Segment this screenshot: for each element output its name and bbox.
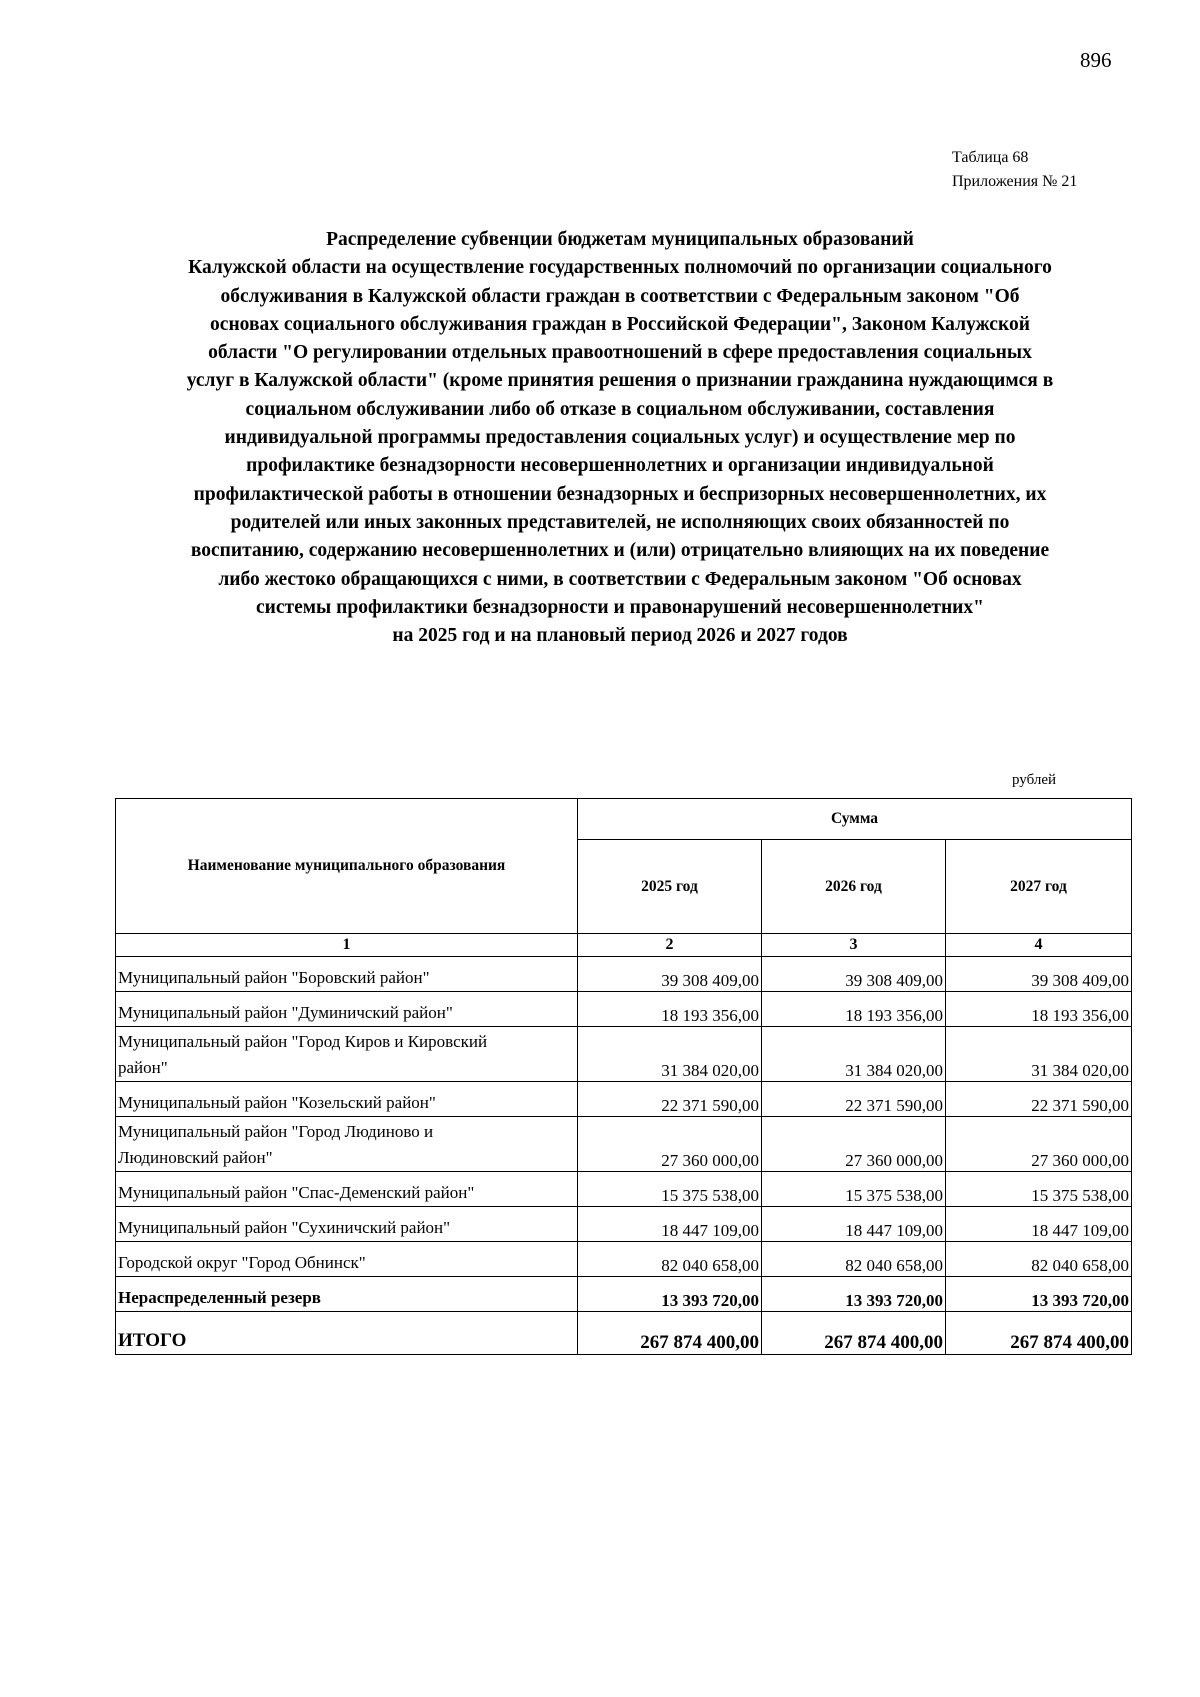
municipality-name bbox=[116, 1207, 578, 1242]
subvention-table bbox=[115, 798, 1132, 1355]
title-line: родителей или иных законных представителей, не исполняющих своих обязанностей по bbox=[230, 511, 1010, 533]
column-index: 3 bbox=[762, 934, 946, 957]
title-line: Распределение субвенции бюджетам муниципальных образований bbox=[326, 229, 914, 250]
value-2026: 22 371 590,00 bbox=[762, 1082, 946, 1117]
value-2026: 18 447 109,00 bbox=[762, 1207, 946, 1242]
value-2026: 15 375 538,00 bbox=[762, 1172, 946, 1207]
title-line: системы профилактики безнадзорности и правонарушений несовершеннолетних" bbox=[255, 596, 984, 618]
value-2027: 39 308 409,00 bbox=[946, 957, 1132, 992]
value-2026: 27 360 000,00 bbox=[762, 1117, 946, 1172]
value-2025: 31 384 020,00 bbox=[578, 1027, 762, 1082]
municipality-name bbox=[116, 1117, 578, 1172]
value-2027: 27 360 000,00 bbox=[946, 1117, 1132, 1172]
value-2025: 13 393 720,00 bbox=[578, 1277, 762, 1312]
municipality-name bbox=[116, 957, 578, 992]
value-2026: 13 393 720,00 bbox=[762, 1277, 946, 1312]
value-2025: 82 040 658,00 bbox=[578, 1242, 762, 1277]
municipality-name bbox=[116, 1027, 578, 1082]
total-row bbox=[116, 1312, 1132, 1355]
column-header-2025: 2025 год bbox=[578, 840, 762, 934]
value-2027: 18 447 109,00 bbox=[946, 1207, 1132, 1242]
name-line: Муниципальный район "Спас-Деменский район" bbox=[118, 1183, 475, 1202]
municipality-name bbox=[116, 992, 578, 1027]
municipality-name bbox=[116, 1242, 578, 1277]
value-2025: 18 193 356,00 bbox=[578, 992, 762, 1027]
table-row bbox=[116, 1242, 1132, 1277]
value-2027: 82 040 658,00 bbox=[946, 1242, 1132, 1277]
title-line: области "О регулировании отдельных правоотношений в сфере предоставления социальных bbox=[208, 342, 1032, 364]
table-row bbox=[116, 1172, 1132, 1207]
name-line: Муниципальный район "Сухиничский район" bbox=[118, 1218, 451, 1237]
column-index: 1 bbox=[116, 934, 578, 957]
value-2026: 267 874 400,00 bbox=[762, 1312, 946, 1355]
name-line: Людиновский район" bbox=[118, 1148, 273, 1167]
column-index-row bbox=[116, 934, 1132, 957]
reserve-row bbox=[116, 1277, 1132, 1312]
document-title bbox=[100, 226, 1140, 650]
title-line: либо жестоко обращающихся с ними, в соответствии с Федеральным законом "Об основах bbox=[218, 568, 1022, 590]
column-index: 2 bbox=[578, 934, 762, 957]
municipality-name bbox=[116, 1082, 578, 1117]
column-header-name: Наименование муниципального образования bbox=[116, 799, 578, 934]
name-line: Городской округ "Город Обнинск" bbox=[118, 1253, 366, 1272]
value-2027: 22 371 590,00 bbox=[946, 1082, 1132, 1117]
name-line: район" bbox=[118, 1058, 168, 1077]
value-2026: 18 193 356,00 bbox=[762, 992, 946, 1027]
title-line: обслуживания в Калужской области граждан в соответствии с Федеральным законом "Об bbox=[220, 285, 1020, 307]
value-2027: 13 393 720,00 bbox=[946, 1277, 1132, 1312]
name-line: Муниципальный район "Город Людиново и bbox=[118, 1122, 434, 1141]
title-line: индивидуальной программы предоставления социальных услуг) и осуществление мер по bbox=[224, 427, 1016, 449]
column-header-2026: 2026 год bbox=[762, 840, 946, 934]
value-2025: 27 360 000,00 bbox=[578, 1117, 762, 1172]
value-2025: 15 375 538,00 bbox=[578, 1172, 762, 1207]
column-header-2027: 2027 год bbox=[946, 840, 1132, 934]
title-line: профилактике безнадзорности несовершеннолетних и организации индивидуальной bbox=[246, 455, 994, 477]
units-label: рублей bbox=[1012, 772, 1057, 788]
column-index: 4 bbox=[946, 934, 1132, 957]
title-line: социальном обслуживании либо об отказе в социальном обслуживании, составления bbox=[245, 398, 995, 420]
value-2027: 267 874 400,00 bbox=[946, 1312, 1132, 1355]
value-2026: 82 040 658,00 bbox=[762, 1242, 946, 1277]
title-line: профилактической работы в отношении безнадзорных и беспризорных несовершеннолетних, их bbox=[193, 483, 1047, 505]
title-line: на 2025 год и на плановый период 2026 и 2027 годов bbox=[392, 625, 848, 647]
table-row bbox=[116, 957, 1132, 992]
value-2027: 18 193 356,00 bbox=[946, 992, 1132, 1027]
value-2026: 31 384 020,00 bbox=[762, 1027, 946, 1082]
value-2027: 15 375 538,00 bbox=[946, 1172, 1132, 1207]
title-line: услуг в Калужской области" (кроме принятия решения о признании гражданина нуждающимся в bbox=[186, 370, 1054, 392]
name-line: Муниципальный район "Козельский район" bbox=[118, 1093, 436, 1112]
name-line: Муниципальный район "Боровский район" bbox=[118, 968, 430, 987]
value-2026: 39 308 409,00 bbox=[762, 957, 946, 992]
appendix-label: Приложения № 21 bbox=[952, 173, 1078, 190]
table-row bbox=[116, 1082, 1132, 1117]
table-row bbox=[116, 1207, 1132, 1242]
value-2027: 31 384 020,00 bbox=[946, 1027, 1132, 1082]
table-row bbox=[116, 992, 1132, 1027]
reserve-label: Нераспределенный резерв bbox=[116, 1277, 578, 1312]
municipality-name bbox=[116, 1172, 578, 1207]
annex-reference bbox=[952, 146, 1077, 194]
table-label: Таблица 68 bbox=[952, 149, 1029, 166]
column-group-sum: Сумма bbox=[578, 799, 1132, 840]
value-2025: 18 447 109,00 bbox=[578, 1207, 762, 1242]
table-row bbox=[116, 1117, 1132, 1172]
total-label: ИТОГО bbox=[116, 1312, 578, 1355]
page-number: 896 bbox=[1080, 48, 1112, 72]
value-2025: 39 308 409,00 bbox=[578, 957, 762, 992]
title-line: Калужской области на осуществление государственных полномочий по организации социального bbox=[188, 257, 1052, 279]
value-2025: 267 874 400,00 bbox=[578, 1312, 762, 1355]
name-line: Муниципальный район "Думиничский район" bbox=[118, 1003, 453, 1022]
table-row bbox=[116, 1027, 1132, 1082]
name-line: Муниципальный район "Город Киров и Кировский bbox=[118, 1032, 488, 1051]
header-row bbox=[116, 799, 1132, 840]
title-line: основах социального обслуживания граждан в Российской Федерации", Законом Калужской bbox=[210, 313, 1030, 335]
value-2025: 22 371 590,00 bbox=[578, 1082, 762, 1117]
title-line: воспитанию, содержанию несовершеннолетних и (или) отрицательно влияющих на их поведение bbox=[190, 540, 1050, 562]
